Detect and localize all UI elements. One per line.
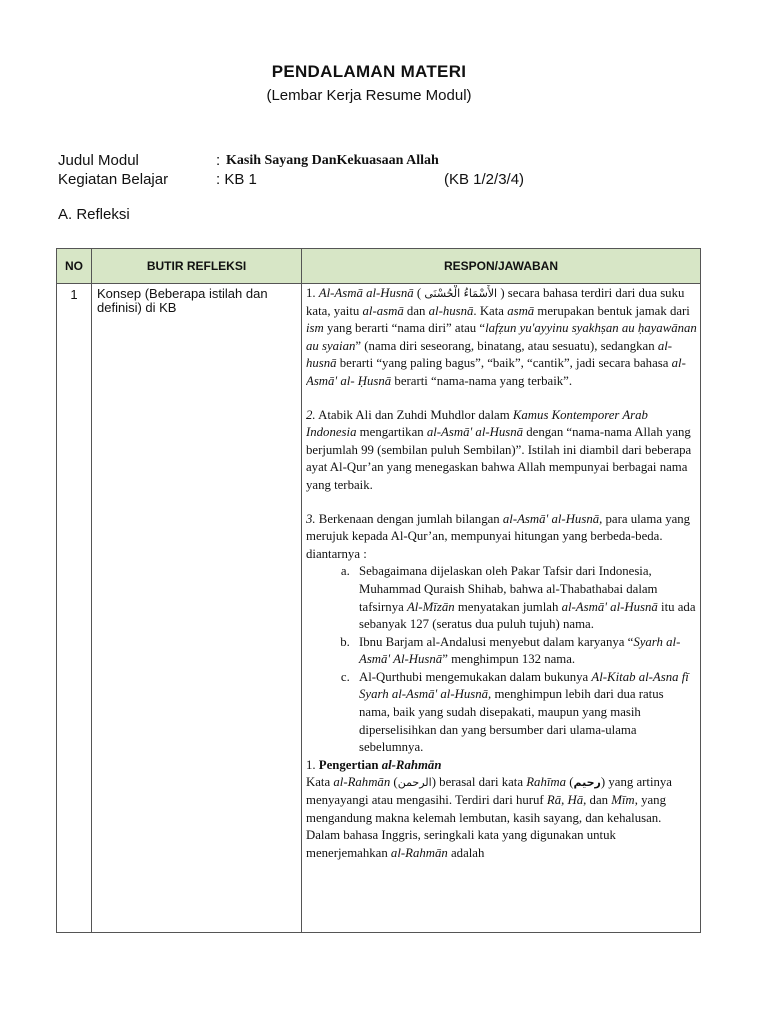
kegiatan-belajar-label: Kegiatan Belajar: [58, 171, 169, 188]
header-no: NO: [57, 249, 92, 284]
list-item: c. Al-Qurthubi mengemukakan dalam bukunya Al-Kitab al-Asna fī Syarh al-Asmā' al-Husnā, menghimpun lebih dari dua ratus nama, baik yang sudah disepakati, maupun yang masih diperselisihkan dan yang bersumber dari ulama-ulama sebelumnya.: [353, 669, 697, 757]
response-subheading: 1. Pengertian al-Rahmān: [306, 757, 442, 772]
butir-text: Konsep (Beberapa istilah dan definisi) di KB: [92, 284, 302, 933]
judul-modul-value: Kasih Sayang DanKekuasaan Allah: [226, 153, 439, 168]
section-heading: A. Refleksi: [58, 206, 130, 223]
row-number: 1: [57, 284, 92, 933]
kegiatan-belajar-value: : KB 1: [216, 171, 257, 188]
page-title: PENDALAMAN MATERI: [271, 62, 467, 81]
response-paragraph-1: 1. Al-Asmā al-Husnā ( الأَسْمَاءُ الْحُسْنَى ) secara bahasa terdiri dari dua suku kata, yaitu al-asmā dan al-husnā. Kata asmā merupakan bentuk jamak dari ism yang berarti “nama diri” atau “lafẓun yu'ayyinu syakhṣan au ḥayawānan au syaian” (nama diri seseorang, binatang, atau sesuatu), sedangkan al-husnā berarti “yang paling bagus”, “baik”, “cantik”, jadi secara bahasa al-Asmā' al- Ḥusnā berarti “nama-nama yang terbaik”.: [306, 286, 697, 388]
kb-options: (KB 1/2/3/4): [444, 171, 525, 188]
judul-modul-label: Judul Modul: [58, 152, 139, 169]
response-cell: [302, 284, 701, 933]
table-row: [57, 284, 701, 933]
list-item: a. Sebagaimana dijelaskan oleh Pakar Tafsir dari Indonesia, Muhammad Quraish Shihab, bahwa al-Thabathabai dalam tafsirnya Al-Mīzān menyatakan jumlah al-Asmā' al-Husnā itu ada sebanyak 127 (seratus dua puluh tujuh) nama.: [353, 563, 697, 633]
alpha-list: [306, 563, 697, 757]
table-header-row: [57, 249, 701, 284]
page-subtitle: (Lembar Kerja Resume Modul): [266, 87, 472, 104]
response-paragraph-4: Kata al-Rahmān (الرحمن) berasal dari kata Rahīma (رحيم) yang artinya menyayangi atau mengasihi. Terdiri dari huruf Rā, Hā, dan Mīm, yang mengandung makna kelemah lembutan, kasih sayang, dan kehalusan. Dalam bahasa Inggris, seringkali kata yang digunakan untuk menerjemahkan al-Rahmān adalah: [306, 775, 672, 860]
response-paragraph-2: 2. Atabik Ali dan Zuhdi Muhdlor dalam Kamus Kontemporer Arab Indonesia mengartikan al-Asmā' al-Husnā dengan “nama-nama Allah yang berjumlah 99 (sembilan puluh Sembilan)”. Istilah ini diambil dari beberapa ayat Al-Qur’an yang menegaskan bahwa Allah mempunyai berbagai nama yang terbaik.: [306, 407, 692, 492]
judul-modul-colon: :: [216, 152, 221, 169]
reflection-table: [56, 248, 701, 933]
list-item: b. Ibnu Barjam al-Andalusi menyebut dalam karyanya “Syarh al-Asmā' Al-Husnā” menghimpun 132 nama.: [353, 634, 697, 669]
header-respon-jawaban: RESPON/JAWABAN: [302, 249, 701, 284]
header-butir-refleksi: BUTIR REFLEKSI: [92, 249, 302, 284]
response-paragraph-3: 3. Berkenaan dengan jumlah bilangan al-Asmā' al-Husnā, para ulama yang merujuk kepada Al-Qur’an, mempunyai hitungan yang berbeda-beda. diantarnya :: [306, 511, 691, 561]
